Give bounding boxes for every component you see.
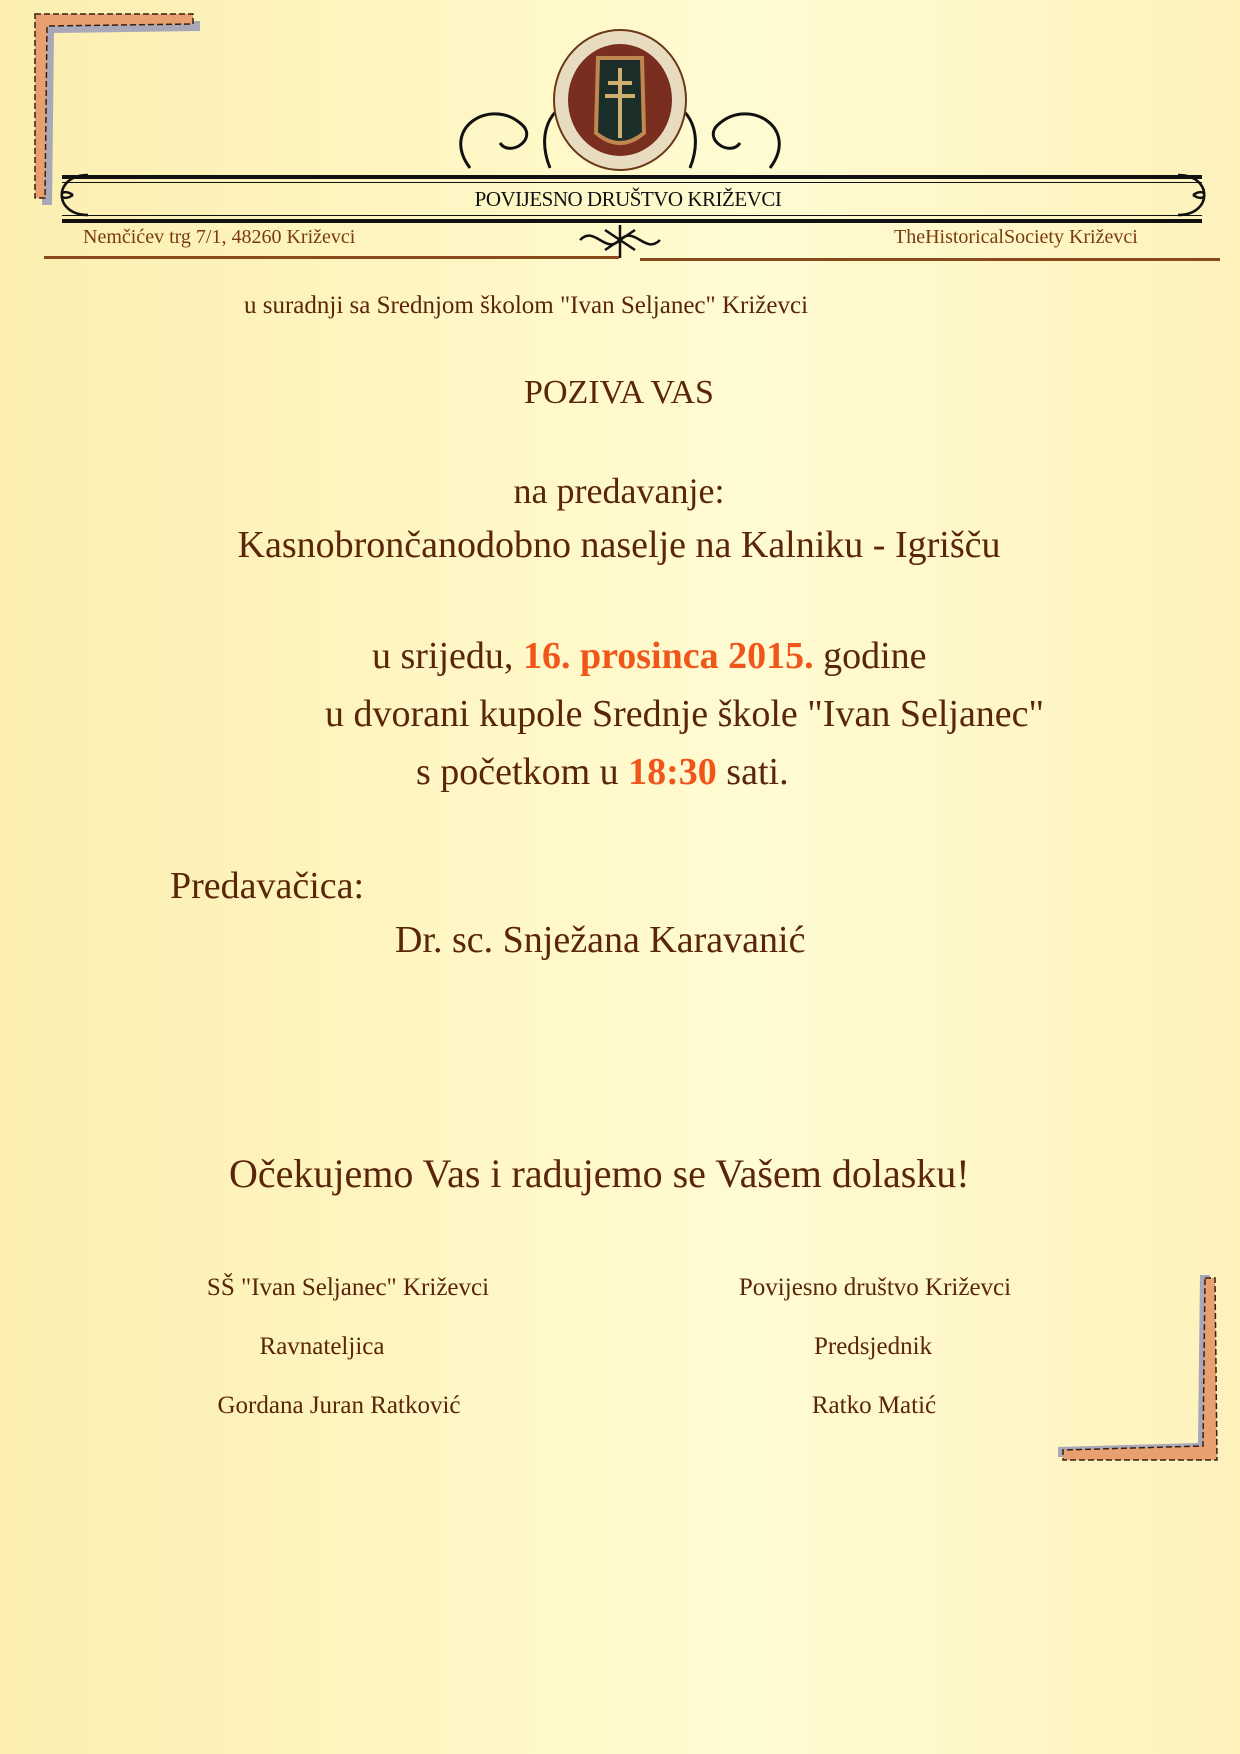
city-seal-emblem [430, 28, 810, 178]
signature-name-left: Gordana Juran Ratković [217, 1392, 461, 1419]
lecture-time: 18:30 [628, 751, 717, 793]
divider-left [44, 256, 619, 259]
closing-message: Očekujemo Vas i radujemo se Vašem dolasku! [229, 1151, 970, 1196]
knot-ornament-icon [575, 220, 665, 260]
divider-right [640, 258, 1220, 261]
time-prefix: s početkom u [416, 751, 619, 793]
signature-institution-left: SŠ "Ivan Seljanec" Križevci [206, 1274, 490, 1301]
time-line [416, 750, 789, 794]
venue: u dvorani kupole Srednje škole "Ivan Seljanec" [325, 693, 1045, 735]
time-suffix: sati. [726, 751, 789, 793]
scroll-ornament-right-icon [1168, 170, 1218, 220]
signature-role-left: Ravnateljica [259, 1333, 385, 1360]
signature-name-right: Ratko Matić [811, 1392, 937, 1419]
date-prefix: u srijedu, [372, 635, 514, 677]
english-name: TheHistoricalSociety Križevci [894, 226, 1138, 248]
date-line [372, 634, 927, 678]
signature-institution-right: Povijesno društvo Križevci [738, 1274, 1012, 1301]
lecturer-label: Predavačica: [170, 865, 365, 907]
scroll-ornament-left-icon [48, 170, 98, 220]
lecture-title: Kasnobrončanodobno naselje na Kalniku - Igrišču [237, 524, 1001, 566]
invite-heading: POZIVA VAS [524, 374, 714, 411]
date-suffix: godine [823, 635, 927, 677]
lecture-intro: na predavanje: [513, 471, 725, 511]
signature-role-right: Predsjednik [813, 1333, 933, 1360]
cooperation-text: u suradnji sa Srednjom školom "Ivan Seljanec" Križevci [244, 292, 809, 319]
lecture-date: 16. prosinca 2015. [522, 635, 814, 677]
organization-title: POVIJESNO DRUŠTVO KRIŽEVCI [474, 187, 782, 211]
address: Nemčićev trg 7/1, 48260 Križevci [83, 226, 356, 248]
corner-ornament-bottom-right-icon [1055, 1270, 1225, 1470]
lecturer-name: Dr. sc. Snježana Karavanić [395, 919, 806, 961]
